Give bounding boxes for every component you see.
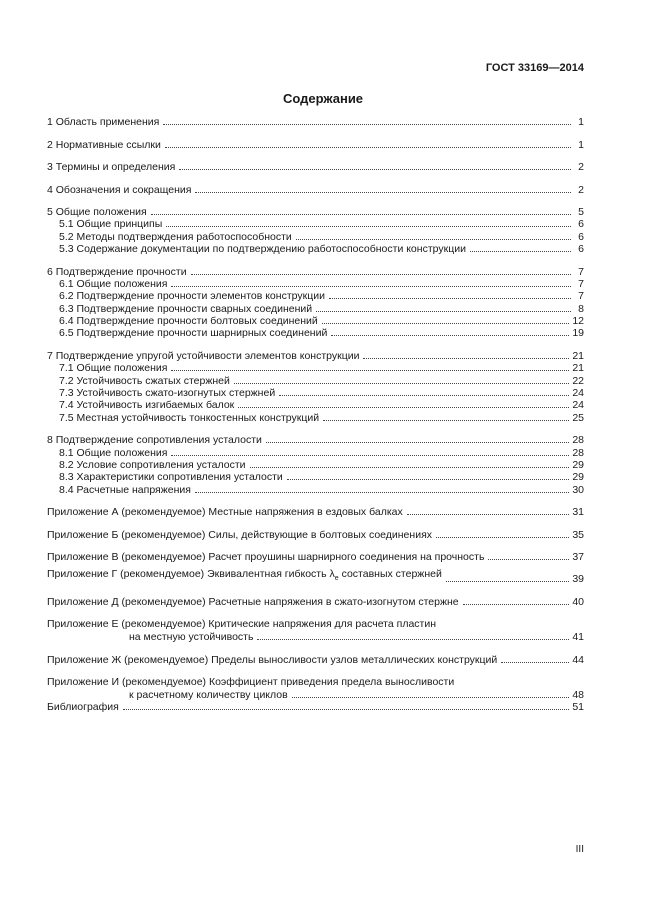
toc-entry-appendix-a[interactable]: Приложение А (рекомендуемое) Местные напряжения в ездовых балках 31 bbox=[47, 506, 584, 519]
toc-entry-5-3[interactable]: 5.3 Содержание документации по подтверждению работоспособности конструкции 6 bbox=[59, 243, 584, 256]
toc-entry-6-1[interactable]: 6.1 Общие положения 7 bbox=[59, 277, 584, 290]
toc-entry-2[interactable]: 2 Нормативные ссылки 1 bbox=[47, 138, 584, 151]
toc-entry-5[interactable]: 5 Общие положения 5 bbox=[47, 205, 584, 218]
toc-entry-appendix-e[interactable]: на местную устойчивость 41 bbox=[129, 631, 584, 644]
toc-entry-4[interactable]: 4 Обозначения и сокращения 2 bbox=[47, 183, 584, 196]
toc-title: Содержание bbox=[282, 91, 364, 106]
page-number: III bbox=[575, 844, 584, 855]
toc-entry-6-2[interactable]: 6.2 Подтверждение прочности элементов конструкции 7 bbox=[59, 290, 584, 303]
toc-entry-7-1[interactable]: 7.1 Общие положения 21 bbox=[59, 362, 584, 375]
toc-entry-appendix-i[interactable]: к расчетному количеству циклов 48 bbox=[129, 688, 584, 701]
toc-entry-8-2[interactable]: 8.2 Условие сопротивления усталости 29 bbox=[59, 458, 584, 471]
toc-entry-appendix-b[interactable]: Приложение Б (рекомендуемое) Силы, действующие в болтовых соединениях 35 bbox=[47, 528, 584, 541]
toc-entry-5-1[interactable]: 5.1 Общие принципы 6 bbox=[59, 218, 584, 231]
toc-entry-6-4[interactable]: 6.4 Подтверждение прочности болтовых соединений 12 bbox=[59, 315, 584, 328]
toc-entry-3[interactable]: 3 Термины и определения 2 bbox=[47, 161, 584, 174]
table-of-contents bbox=[47, 116, 584, 713]
toc-entry-8-1[interactable]: 8.1 Общие положения 28 bbox=[59, 446, 584, 459]
toc-entry-7-3[interactable]: 7.3 Устойчивость сжато-изогнутых стержней 24 bbox=[59, 387, 584, 400]
toc-entry-5-2[interactable]: 5.2 Методы подтверждения работоспособности 6 bbox=[59, 230, 584, 243]
toc-entry-1[interactable]: 1 Область применения 1 bbox=[47, 116, 584, 129]
toc-entry-appendix-e-line1[interactable]: Приложение Е (рекомендуемое) Критические напряжения для расчета пластин bbox=[47, 617, 437, 630]
toc-entry-6-5[interactable]: 6.5 Подтверждение прочности шарнирных соединений 19 bbox=[59, 327, 584, 340]
toc-entry-8-3[interactable]: 8.3 Характеристики сопротивления усталости 29 bbox=[59, 471, 584, 484]
toc-entry-6-3[interactable]: 6.3 Подтверждение прочности сварных соединений 8 bbox=[59, 302, 584, 315]
toc-entry-bibliography[interactable]: Библиография 51 bbox=[47, 701, 584, 714]
toc-entry-8-4[interactable]: 8.4 Расчетные напряжения 30 bbox=[59, 483, 584, 496]
toc-entry-7[interactable]: 7 Подтверждение упругой устойчивости элементов конструкции 21 bbox=[47, 349, 584, 362]
toc-entry-appendix-g[interactable]: Приложение Г (рекомендуемое) Эквивалентная гибкость $\lambda_e$ составных стержней 39 bbox=[47, 568, 584, 586]
toc-entry-appendix-d[interactable]: Приложение Д (рекомендуемое) Расчетные напряжения в сжато-изогнутом стержне 40 bbox=[47, 595, 584, 608]
toc-entry-7-2[interactable]: 7.2 Устойчивость сжатых стержней 22 bbox=[59, 374, 584, 387]
toc-entry-6[interactable]: 6 Подтверждение прочности 7 bbox=[47, 265, 584, 278]
toc-entry-7-5[interactable]: 7.5 Местная устойчивость тонкостенных конструкций 25 bbox=[59, 411, 584, 424]
toc-entry-8[interactable]: 8 Подтверждение сопротивления усталости 28 bbox=[47, 434, 584, 447]
toc-entry-appendix-zh[interactable]: Приложение Ж (рекомендуемое) Пределы выносливости узлов металлических конструкций 44 bbox=[47, 653, 584, 666]
toc-entry-appendix-v[interactable]: Приложение В (рекомендуемое) Расчет проушины шарнирного соединения на прочность 37 bbox=[47, 550, 584, 563]
toc-entry-appendix-i-line1[interactable]: Приложение И (рекомендуемое) Коэффициент приведения предела выносливости bbox=[47, 675, 455, 688]
document-code: ГОСТ 33169—2014 bbox=[485, 62, 584, 74]
toc-entry-7-4[interactable]: 7.4 Устойчивость изгибаемых балок 24 bbox=[59, 399, 584, 412]
